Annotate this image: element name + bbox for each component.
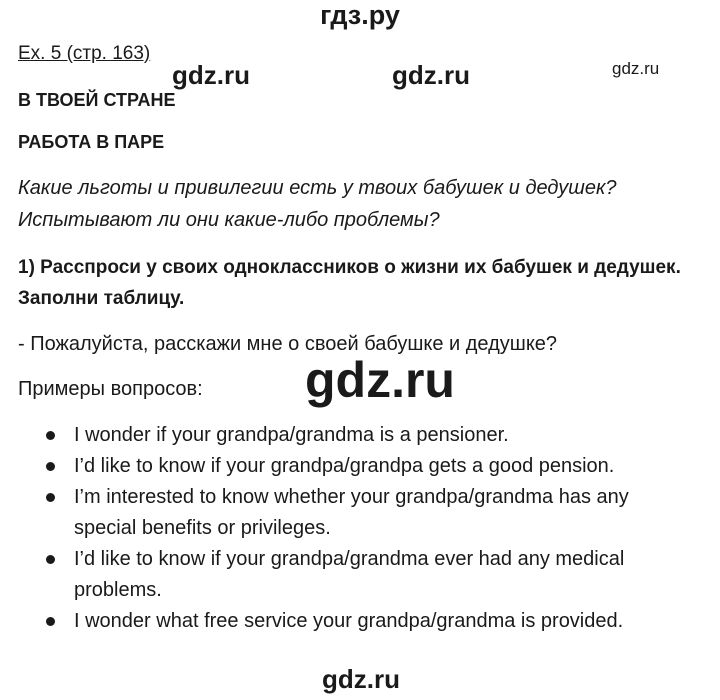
list-item-text: I wonder if your grandpa/grandma is a pensioner. xyxy=(74,424,509,446)
bullet-icon xyxy=(46,493,55,502)
watermark: gdz.ru xyxy=(172,60,250,90)
example-questions-list xyxy=(46,420,706,637)
section-heading-country: В ТВОЕЙ СТРАНЕ xyxy=(18,90,176,110)
list-item-text: problems. xyxy=(74,579,162,601)
list-item-text: I’m interested to know whether your grandpa/grandma has any xyxy=(74,486,629,508)
list-item xyxy=(46,544,706,606)
dialogue-line: - Пожалуйста, расскажи мне о своей бабушке и дедушке? xyxy=(18,333,558,355)
section-heading-pair-work: РАБОТА В ПАРЕ xyxy=(18,132,165,152)
exercise-reference: Ex. 5 (стр. 163) xyxy=(18,43,151,64)
list-item xyxy=(46,451,706,482)
watermark-large: gdz.ru xyxy=(305,352,455,408)
bullet-icon xyxy=(46,555,55,564)
site-header: гдз.ру xyxy=(320,0,400,30)
watermark: gdz.ru xyxy=(612,59,660,78)
footer-watermark: gdz.ru xyxy=(322,664,400,694)
list-item-text: I’d like to know if your grandpa/grandma ever had any medical xyxy=(74,548,625,570)
list-item-text: I wonder what free service your grandpa/grandma is provided. xyxy=(74,610,624,632)
bullet-icon xyxy=(46,462,55,471)
list-item xyxy=(46,482,706,544)
prompt-question-line: Какие льготы и привилегии есть у твоих бабушек и дедушек? xyxy=(18,177,617,199)
watermark: gdz.ru xyxy=(392,60,470,90)
task-instruction-line: 1) Расспроси у своих одноклассников о жизни их бабушек и дедушек. xyxy=(18,257,681,278)
task-instruction-line: Заполни таблицу. xyxy=(18,288,185,309)
list-item-text: special benefits or privileges. xyxy=(74,517,331,539)
list-item xyxy=(46,420,706,451)
bullet-icon xyxy=(46,617,55,626)
list-item-text: I’d like to know if your grandpa/grandpa gets a good pension. xyxy=(74,455,615,477)
prompt-question-line: Испытывают ли они какие-либо проблемы? xyxy=(18,209,440,231)
bullet-icon xyxy=(46,431,55,440)
list-item xyxy=(46,606,706,637)
examples-label: Примеры вопросов: xyxy=(18,378,203,400)
